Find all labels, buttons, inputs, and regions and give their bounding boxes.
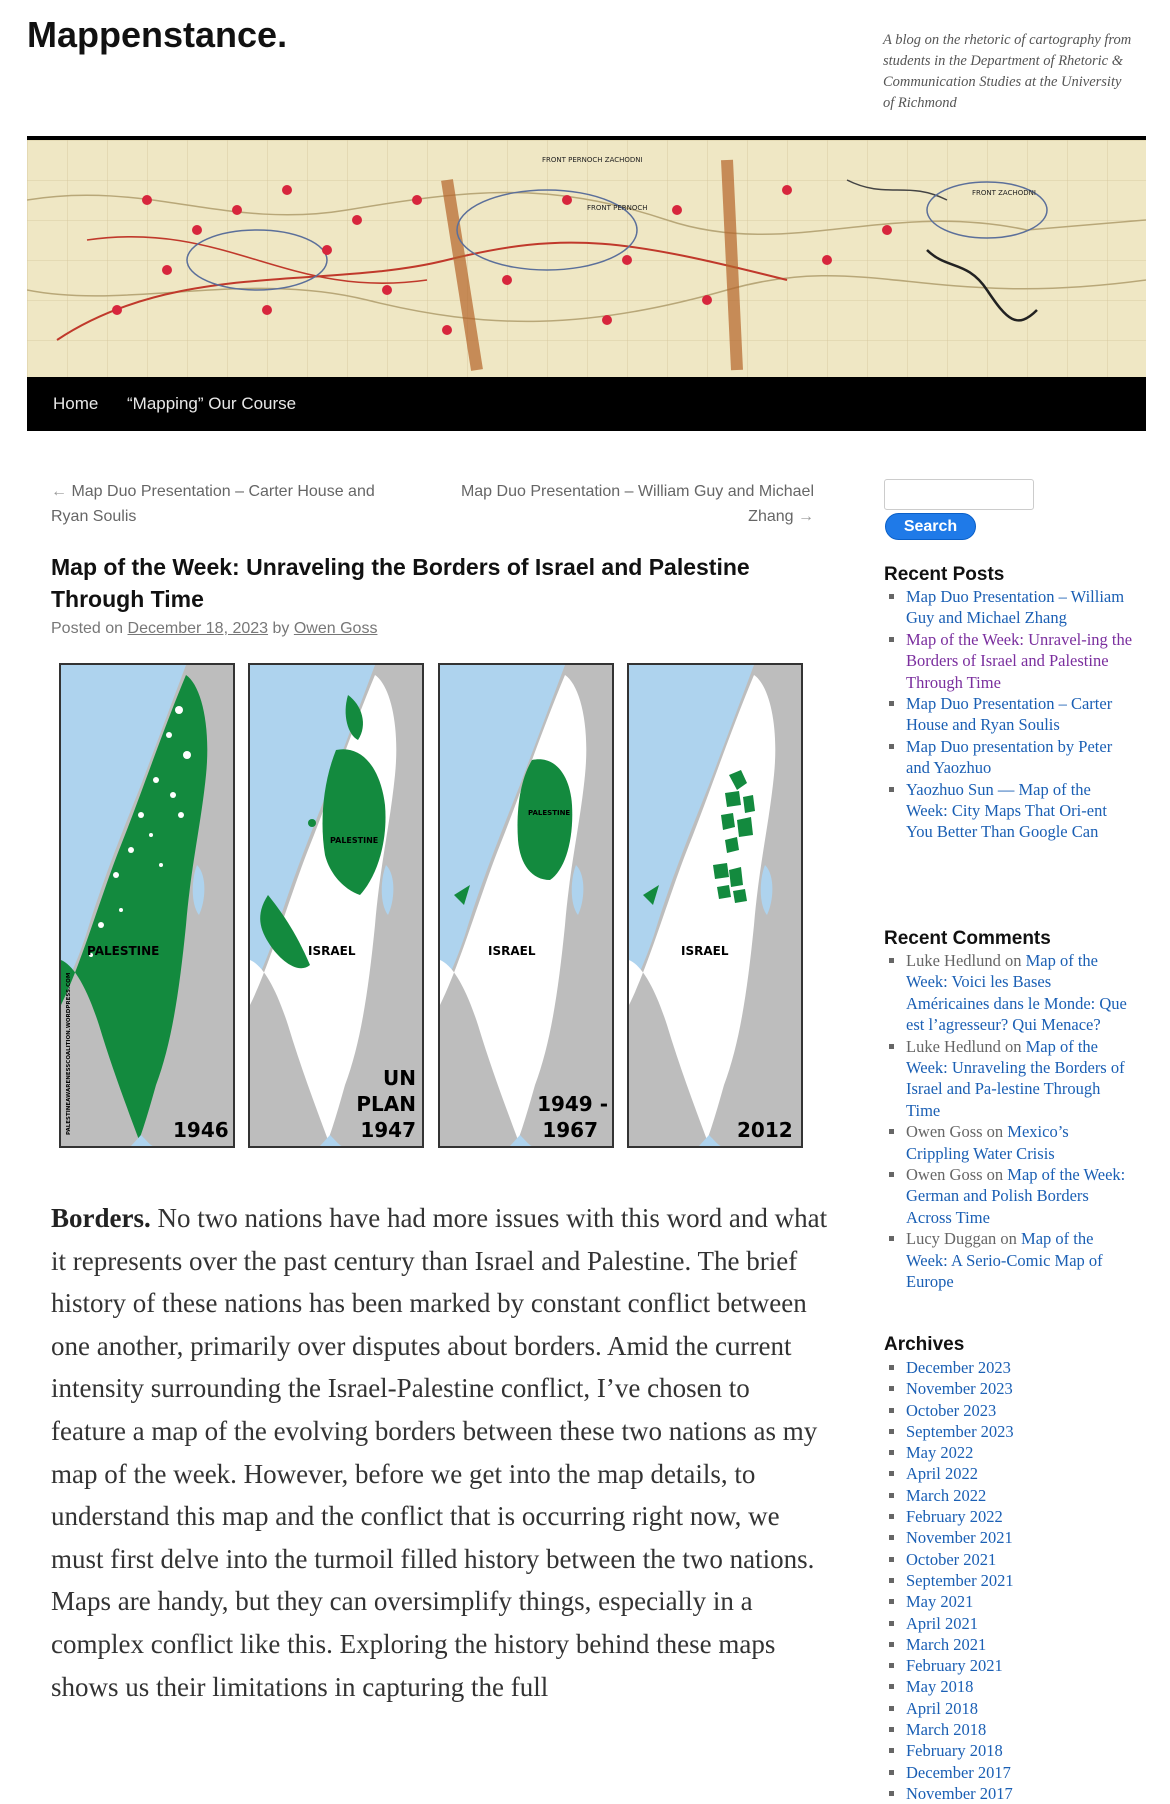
list-item xyxy=(884,1549,1134,1570)
comment-on-text: on xyxy=(1000,1036,1026,1056)
comment-author: Luke Hedlund xyxy=(906,1036,1001,1056)
comment-post-link[interactable]: Mexico’s Crippling Water Crisis xyxy=(906,1122,1069,1163)
search-input[interactable] xyxy=(884,479,1034,510)
list-item xyxy=(884,1570,1134,1591)
map-panel-1949-1967 xyxy=(438,663,614,1148)
list-item xyxy=(884,779,1134,843)
list-item xyxy=(884,1485,1134,1506)
comment-author: Owen Goss xyxy=(906,1122,983,1142)
archive-link[interactable]: February 2021 xyxy=(906,1656,1003,1676)
borders-map-figure xyxy=(58,660,814,1151)
map-year-line: PLAN xyxy=(356,1092,416,1116)
map-label-israel: ISRAEL xyxy=(308,944,356,958)
list-item xyxy=(884,1655,1134,1676)
nav-mapping-our-course[interactable]: “Mapping” Our Course xyxy=(127,394,297,413)
archives-list xyxy=(884,1357,1134,1804)
map-year-line: 1967 xyxy=(542,1118,598,1142)
comment-on-text: on xyxy=(1000,951,1026,970)
comment-post-link[interactable]: Map of the Week: A Serio-Comic Map of Europe xyxy=(906,1229,1103,1292)
list-item xyxy=(884,1613,1134,1634)
recent-post-link[interactable]: Map Duo Presentation – William Guy and Michael Zhang xyxy=(906,587,1125,628)
archive-link[interactable]: November 2017 xyxy=(906,1783,1013,1803)
map-label-israel: ISRAEL xyxy=(681,944,729,958)
list-item xyxy=(884,1762,1134,1783)
header-banner-image xyxy=(27,136,1146,378)
comment-post-link[interactable]: Map of the Week: German and Polish Borders Across Time xyxy=(906,1165,1126,1227)
map-source-credit: PALESTINEAWARENESSCOALITION.WORDPRESS.COM xyxy=(66,972,72,1135)
list-item xyxy=(884,1228,1134,1292)
archive-link[interactable]: November 2023 xyxy=(906,1379,1013,1399)
archive-link[interactable]: March 2018 xyxy=(906,1720,987,1740)
comment-author: Lucy Duggan xyxy=(906,1229,997,1249)
search-button[interactable]: Search xyxy=(885,513,976,540)
recent-post-link[interactable]: Yaozhuo Sun — Map of the Week: City Maps That Ori-ent You Better Than Google Can xyxy=(906,779,1107,842)
archive-link[interactable]: December 2017 xyxy=(906,1762,1011,1782)
archive-link[interactable]: December 2023 xyxy=(906,1358,1011,1377)
list-item xyxy=(884,693,1134,736)
archive-link[interactable]: May 2021 xyxy=(906,1592,974,1612)
list-item xyxy=(884,586,1134,629)
comment-post-link[interactable]: Map of the Week: Unraveling the Borders of Israel and Pa-lestine Through Time xyxy=(906,1036,1125,1120)
archive-link[interactable]: February 2018 xyxy=(906,1741,1003,1761)
lead-word: Borders. xyxy=(51,1203,151,1233)
list-item xyxy=(884,1527,1134,1548)
recent-posts-title: Recent Posts xyxy=(884,564,1005,585)
list-item xyxy=(884,1400,1134,1421)
map-panel-1947 xyxy=(248,663,424,1148)
list-item xyxy=(884,1698,1134,1719)
banner-label: FRONT ZACHODNI xyxy=(972,189,1036,197)
next-post-label[interactable]: Map Duo Presentation – William Guy and Michael Zhang xyxy=(460,483,814,525)
list-item xyxy=(884,1036,1134,1122)
archive-link[interactable]: April 2021 xyxy=(906,1613,978,1633)
map-label-israel: ISRAEL xyxy=(488,944,536,958)
list-item xyxy=(884,1634,1134,1655)
site-description: A blog on the rhetoric of cartography from students in the Department of Rhetoric & Communication Studies at the University of Richmond xyxy=(883,32,1132,111)
banner-label: FRONT PERNOCH xyxy=(587,204,648,212)
list-item xyxy=(884,1357,1134,1378)
archive-link[interactable]: October 2021 xyxy=(906,1549,997,1569)
archives-title: Archives xyxy=(884,1334,965,1355)
comment-post-link[interactable]: Map of the Week: Voici les Bases Américaines dans le Monde: Que est l’agresseur? Qui Menace? xyxy=(906,951,1127,1035)
list-item xyxy=(884,1378,1134,1399)
archive-link[interactable]: May 2022 xyxy=(906,1443,974,1463)
post-meta xyxy=(51,620,377,638)
archive-link[interactable]: April 2022 xyxy=(906,1464,978,1484)
list-item xyxy=(884,736,1134,779)
map-year-line: 1947 xyxy=(360,1118,416,1142)
left-arrow-icon: ← xyxy=(51,483,67,500)
previous-post-label[interactable]: Map Duo Presentation – Carter House and Ryan Soulis xyxy=(51,483,375,525)
post-author-link[interactable]: Owen Goss xyxy=(293,620,378,637)
recent-post-link[interactable]: Map Duo presentation by Peter and Yaozhuo xyxy=(906,736,1113,778)
recent-post-link[interactable]: Map Duo Presentation – Carter House and Ryan Soulis xyxy=(906,694,1113,735)
archive-link[interactable]: February 2022 xyxy=(906,1507,1003,1527)
comment-on-text: on xyxy=(996,1229,1022,1249)
comment-author: Owen Goss xyxy=(906,1165,983,1185)
list-item xyxy=(884,950,1134,1036)
right-arrow-icon: → xyxy=(798,508,814,525)
site-title[interactable]: Mappenstance. xyxy=(27,14,288,55)
map-label-palestine: PALESTINE xyxy=(87,944,160,958)
list-item xyxy=(884,1164,1134,1228)
list-item xyxy=(884,1591,1134,1612)
map-label-palestine-inner: PALESTINE xyxy=(330,836,379,845)
recent-comments-list xyxy=(884,950,1134,1293)
posted-on-text: Posted on xyxy=(51,620,124,637)
archive-link[interactable]: November 2021 xyxy=(906,1528,1013,1548)
recent-posts-list xyxy=(884,586,1134,843)
list-item xyxy=(884,629,1134,693)
archive-link[interactable]: March 2021 xyxy=(906,1634,987,1654)
list-item xyxy=(884,1740,1134,1761)
map-year-line: 1949 - xyxy=(537,1092,608,1116)
archive-link[interactable]: September 2021 xyxy=(906,1570,1014,1590)
archive-link[interactable]: May 2018 xyxy=(906,1677,974,1697)
archive-link[interactable]: April 2018 xyxy=(906,1698,978,1718)
map-panel-1946 xyxy=(59,663,235,1148)
nav-home[interactable]: Home xyxy=(53,394,99,413)
banner-label: FRONT PERNOCH ZACHODNI xyxy=(542,156,643,164)
list-item xyxy=(884,1676,1134,1697)
list-item xyxy=(884,1442,1134,1463)
main-navigation xyxy=(27,377,1146,431)
list-item xyxy=(884,1121,1134,1164)
list-item xyxy=(884,1421,1134,1442)
comment-on-text: on xyxy=(982,1165,1008,1185)
archive-link[interactable]: March 2022 xyxy=(906,1485,987,1505)
map-year-1946: 1946 xyxy=(173,1118,229,1142)
archive-link[interactable]: October 2023 xyxy=(906,1400,997,1420)
list-item xyxy=(884,1506,1134,1527)
map-panel-2012 xyxy=(627,663,803,1148)
post-title: Map of the Week: Unraveling the Borders of Israel and Palestine Through Time xyxy=(51,554,750,612)
map-year-line: UN xyxy=(383,1066,416,1090)
post-body xyxy=(51,1197,831,1708)
comment-on-text: on xyxy=(982,1122,1008,1142)
comment-author: Luke Hedlund xyxy=(906,951,1001,970)
post-date-link[interactable]: December 18, 2023 xyxy=(127,620,269,637)
recent-comments-title: Recent Comments xyxy=(884,928,1051,949)
by-text: by xyxy=(272,620,290,637)
list-item xyxy=(884,1783,1134,1804)
list-item xyxy=(884,1719,1134,1740)
previous-post-link[interactable] xyxy=(51,479,411,529)
post-body-text: No two nations have had more issues with this word and what it represents over the past century than Israel and Palestine. The brief history of these nations has been marked by constant conflict between one another, primarily over disputes about borders. Amid the current intensity surrounding the Israel-Palestine conflict, I’ve chosen to feature a map of the evolving borders between these two nations as my map of the week. However, before we get into the map details, to understand this map and the conflict that is occurring right now, we must first delve into the turmoil filled history between the two nations. Maps are handy, but they can oversimplify things, especially in a complex conflict like this. Exploring the history behind these maps shows us their limitations in capturing the full xyxy=(51,1203,828,1702)
recent-post-link[interactable]: Map of the Week: Unravel-ing the Borders of Israel and Palestine Through Time xyxy=(906,629,1133,692)
list-item xyxy=(884,1463,1134,1484)
archive-link[interactable]: September 2023 xyxy=(906,1421,1014,1441)
map-year-2012: 2012 xyxy=(737,1118,793,1142)
next-post-link[interactable] xyxy=(431,479,814,529)
map-label-palestine-inner: PALESTINE xyxy=(528,809,571,817)
